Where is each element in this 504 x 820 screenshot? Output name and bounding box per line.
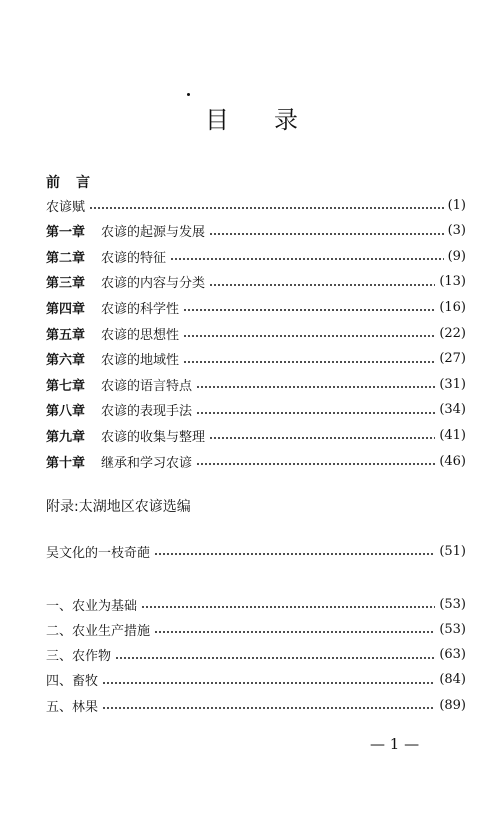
entry-title: 农谚的收集与整理 [101, 429, 206, 445]
toc-entry [46, 451, 466, 471]
chapter-number: 第七章 [46, 378, 86, 394]
title-char-left: 目 [205, 106, 230, 134]
toc-entry [46, 349, 466, 369]
toc-entry [46, 670, 466, 690]
entry-title: 农谚的内容与分类 [101, 276, 206, 292]
toc-entry [46, 400, 466, 420]
dot-leader [154, 631, 435, 633]
toc-entry [46, 297, 466, 317]
toc-entry [46, 645, 466, 665]
entry-title: 吴文化的一枝奇葩 [46, 545, 151, 561]
page-ref: (53) [439, 596, 466, 612]
entry-title: 农谚的思想性 [101, 327, 180, 343]
dot-leader [196, 386, 435, 388]
entry-title: 三、农作物 [46, 649, 112, 665]
page-ref: (51) [439, 543, 466, 559]
toc-entry [46, 221, 466, 241]
toc-entry [46, 425, 466, 445]
toc-entry [46, 323, 466, 343]
toc-entry [46, 272, 466, 292]
entry-title: 继承和学习农谚 [101, 455, 193, 471]
page-ref: (22) [439, 325, 466, 341]
dot-leader [102, 682, 435, 684]
entry-title: 五、林果 [46, 699, 99, 715]
page-number: — 1 — [370, 735, 420, 753]
dot-leader [89, 207, 444, 209]
entry-title: 二、农业生产措施 [46, 623, 151, 639]
page-ref: (31) [439, 376, 466, 392]
toc-entry [46, 195, 466, 215]
page-ref: (9) [447, 248, 466, 264]
dot-leader [196, 463, 435, 465]
entry-title: 农谚的表现手法 [101, 404, 193, 420]
page-title [0, 100, 504, 135]
dot-leader [209, 284, 435, 286]
entry-title: 四、畜牧 [46, 674, 99, 690]
page-ref: (89) [439, 697, 466, 713]
chapter-number: 第五章 [46, 327, 86, 343]
entry-title: 农谚的科学性 [101, 301, 180, 317]
preface-char-1: 前 [46, 175, 60, 191]
entry-title: 农谚的语言特点 [101, 378, 193, 394]
preface-char-2: 言 [76, 175, 90, 191]
page-ref: (27) [439, 351, 466, 367]
page-ref: (34) [439, 402, 466, 418]
toc-entry [46, 246, 466, 266]
appendix-heading: 附录:太湖地区农谚选编 [46, 499, 191, 515]
entry-title: 农谚的地域性 [101, 353, 180, 369]
dot-leader [183, 335, 435, 337]
page-ref: (46) [439, 453, 466, 469]
entry-title: 农谚的特征 [101, 250, 167, 266]
page-ref: (16) [439, 299, 466, 315]
dot-leader [170, 258, 444, 260]
page-ref: (3) [447, 223, 466, 239]
toc-entry [46, 695, 466, 715]
dot-leader [102, 707, 435, 709]
dot-leader [141, 606, 435, 608]
page-ref: (84) [439, 672, 466, 688]
chapter-number: 第八章 [46, 404, 86, 420]
page-ref: (63) [439, 647, 466, 663]
page-ref: (53) [439, 621, 466, 637]
title-char-right: 录 [274, 106, 299, 134]
chapter-number: 第十章 [46, 455, 86, 471]
dot-leader [183, 361, 435, 363]
chapter-number: 第六章 [46, 353, 86, 369]
preface-heading [46, 172, 90, 192]
page-ref: (13) [439, 274, 466, 290]
dot-leader [209, 233, 444, 235]
entry-title: 农谚的起源与发展 [101, 225, 206, 241]
dot-leader [115, 657, 435, 659]
page-ref: (1) [447, 197, 466, 213]
dot-leader [154, 553, 435, 555]
toc-entry [46, 374, 466, 394]
entry-title: 一、农业为基础 [46, 598, 138, 614]
entry-title: 农谚赋 [46, 199, 86, 215]
ink-speck [187, 93, 190, 96]
dot-leader [209, 437, 435, 439]
dot-leader [196, 412, 435, 414]
chapter-number: 第三章 [46, 276, 86, 292]
toc-entry [46, 541, 466, 561]
dot-leader [183, 309, 435, 311]
page-ref: (41) [439, 427, 466, 443]
toc-entry [46, 619, 466, 639]
chapter-number: 第二章 [46, 250, 86, 266]
chapter-number: 第一章 [46, 225, 86, 241]
toc-entry [46, 594, 466, 614]
chapter-number: 第四章 [46, 301, 86, 317]
chapter-number: 第九章 [46, 429, 86, 445]
